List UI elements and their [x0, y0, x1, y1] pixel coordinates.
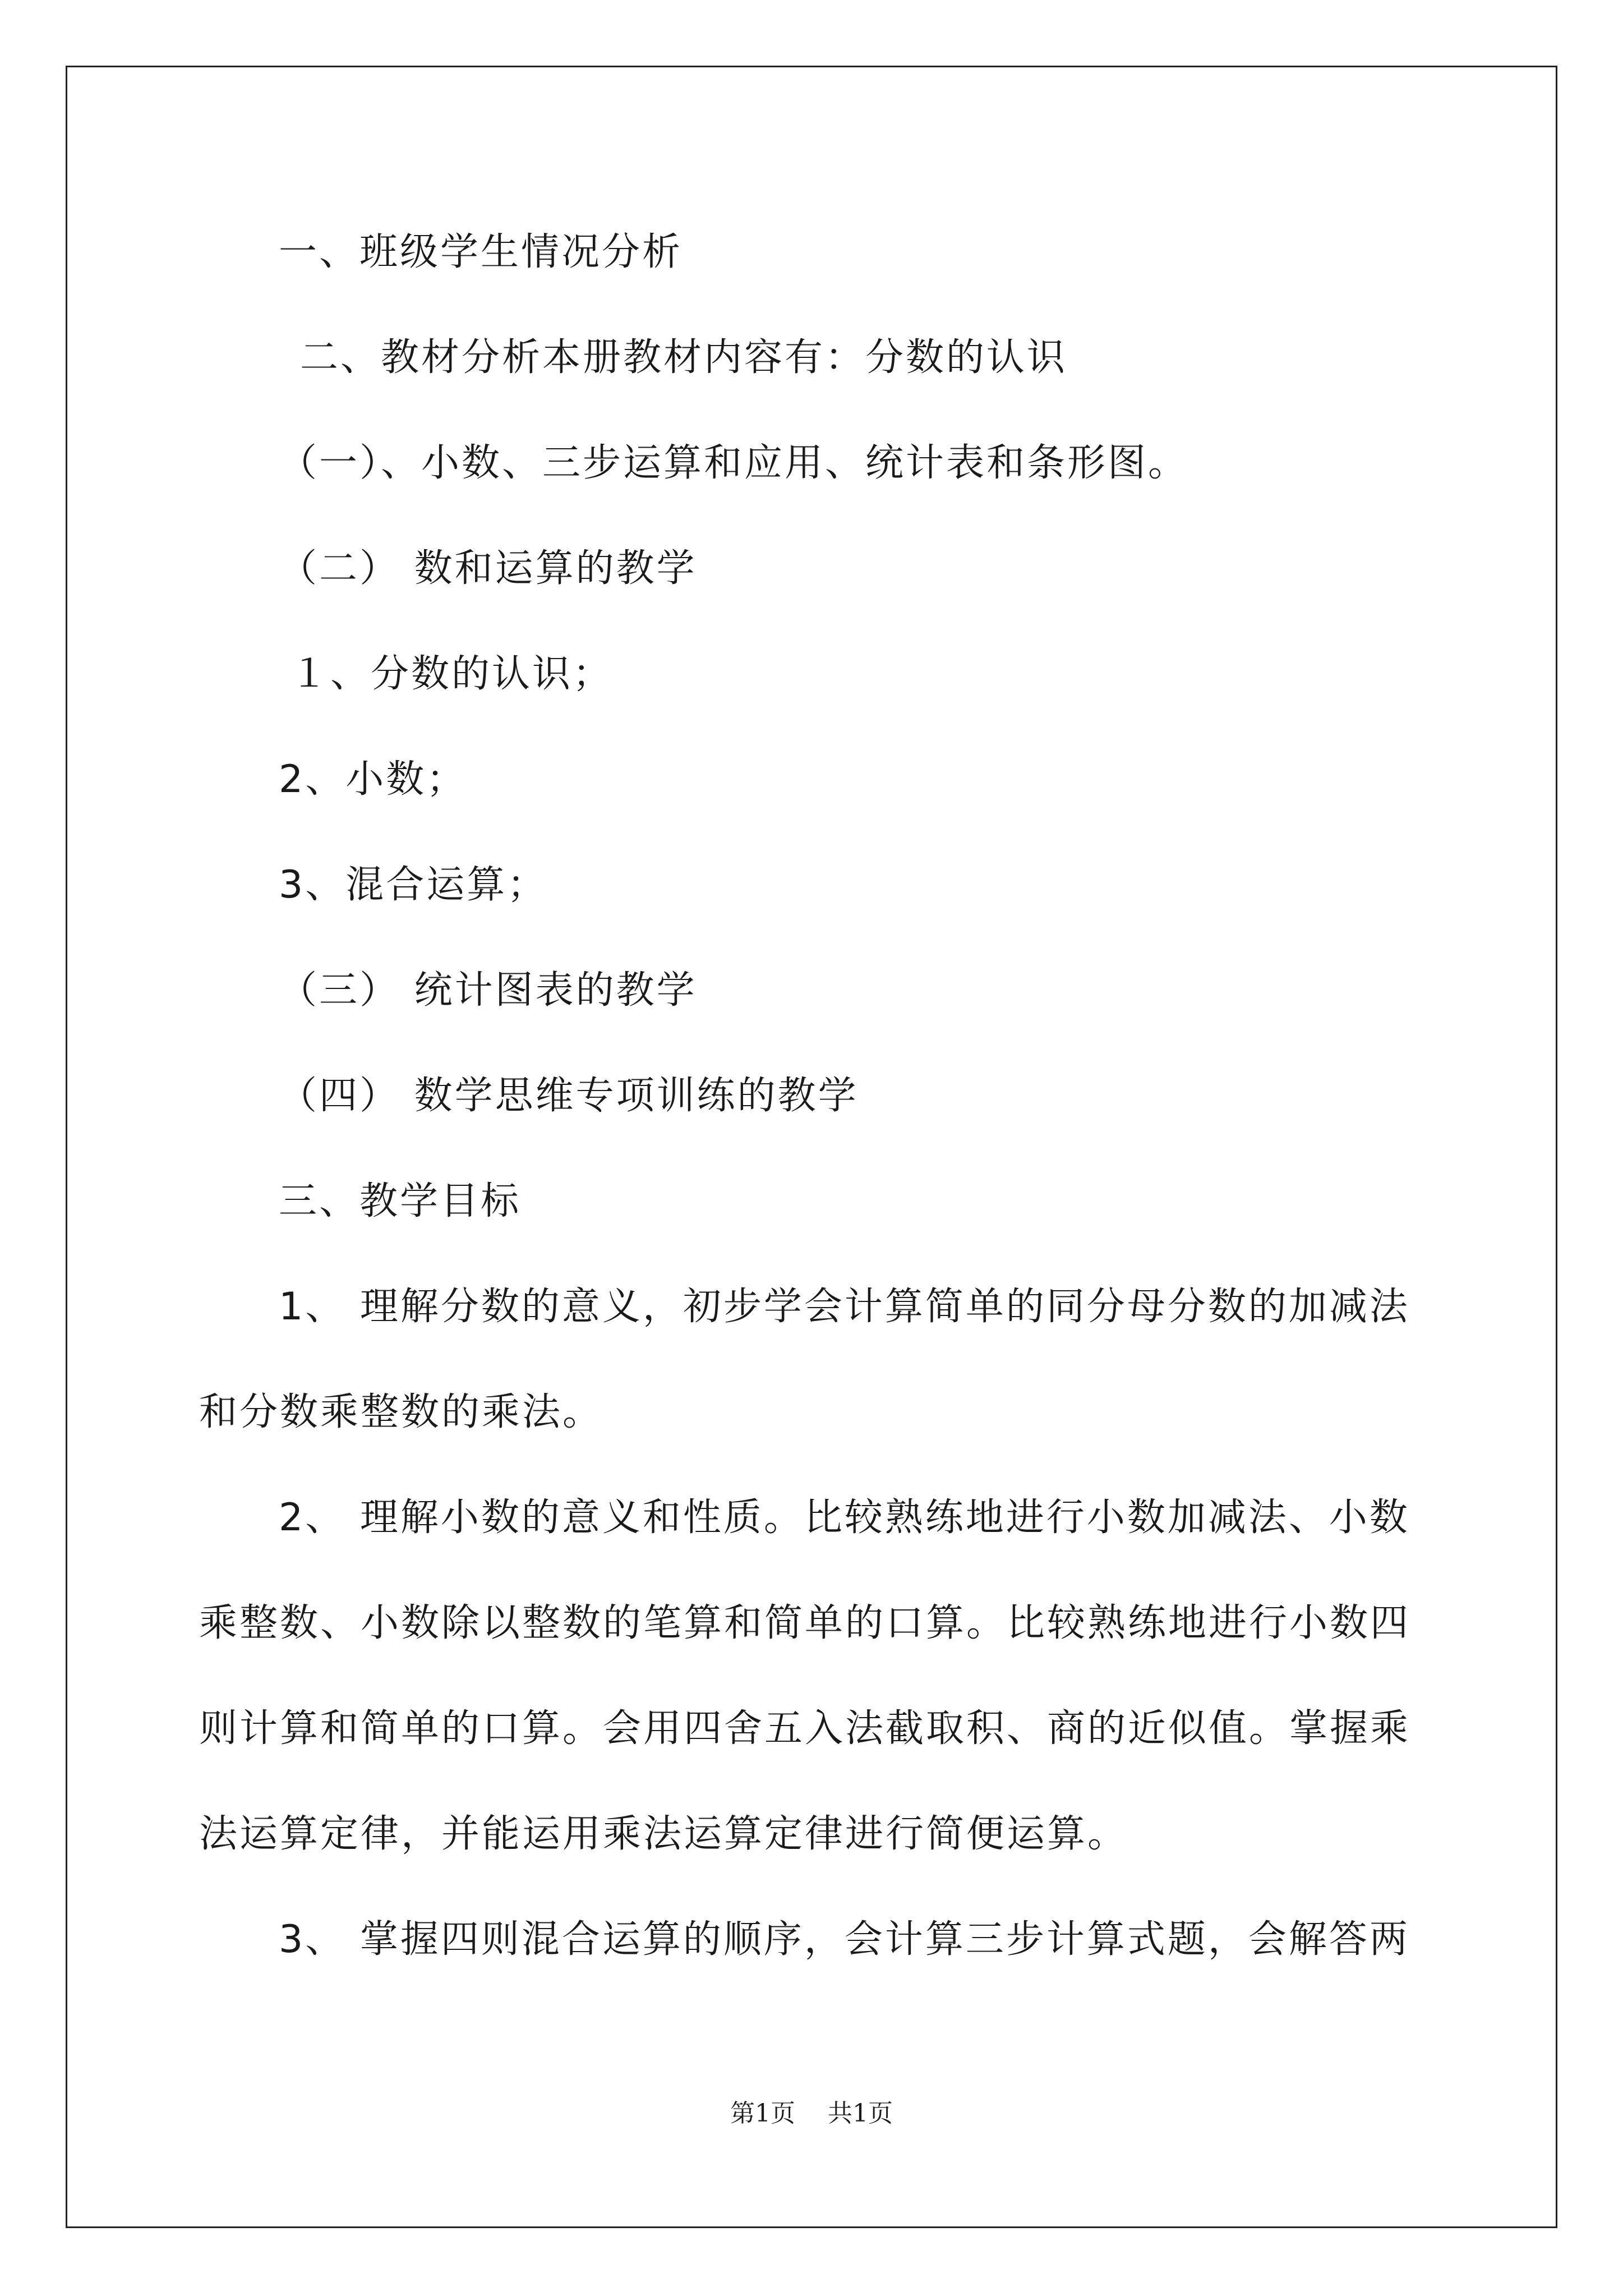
subheading-number-operations: （二） 数和运算的教学 [279, 546, 697, 591]
page-border [66, 66, 1557, 2228]
paragraph-line: 乘整数、小数除以整数的笔算和简单的口算。比较熟练地进行小数四 [199, 1601, 1411, 1645]
paragraph-line: 则计算和简单的口算。会用四舍五入法截取积、商的近似值。掌握乘 [199, 1706, 1411, 1751]
paragraph-line: 和分数乘整数的乘法。 [199, 1390, 603, 1434]
list-item: 3、混合运算； [279, 863, 548, 907]
list-item: 2、小数； [279, 757, 467, 802]
paragraph-line: 法运算定律，并能运用乘法运算定律进行简便运算。 [199, 1812, 1128, 1856]
subheading-math-thinking: （四） 数学思维专项训练的教学 [279, 1074, 859, 1118]
page-number-total: 共1页 [828, 2099, 893, 2128]
paragraph-line: 2、 理解小数的意义和性质。比较熟练地进行小数加减法、小数 [279, 1496, 1410, 1540]
text-line: （一）、小数、三步运算和应用、统计表和条形图。 [279, 441, 1189, 485]
paragraph-line: 3、 掌握四则混合运算的顺序，会计算三步计算式题，会解答两 [279, 1917, 1410, 1962]
subheading-statistics: （三） 统计图表的教学 [279, 968, 697, 1013]
heading-student-analysis: 一、班级学生情况分析 [279, 230, 683, 274]
paragraph-line: 1、 理解分数的意义，初步学会计算简单的同分母分数的加减法 [279, 1285, 1410, 1329]
list-item: １、分数的认识； [290, 652, 614, 696]
page-number-current: 第1页 [730, 2099, 795, 2128]
page-footer [0, 2098, 1623, 2129]
heading-teaching-goals: 三、教学目标 [279, 1179, 522, 1223]
heading-textbook-analysis: 二、教材分析本册教材内容有：分数的认识 [300, 335, 1068, 380]
